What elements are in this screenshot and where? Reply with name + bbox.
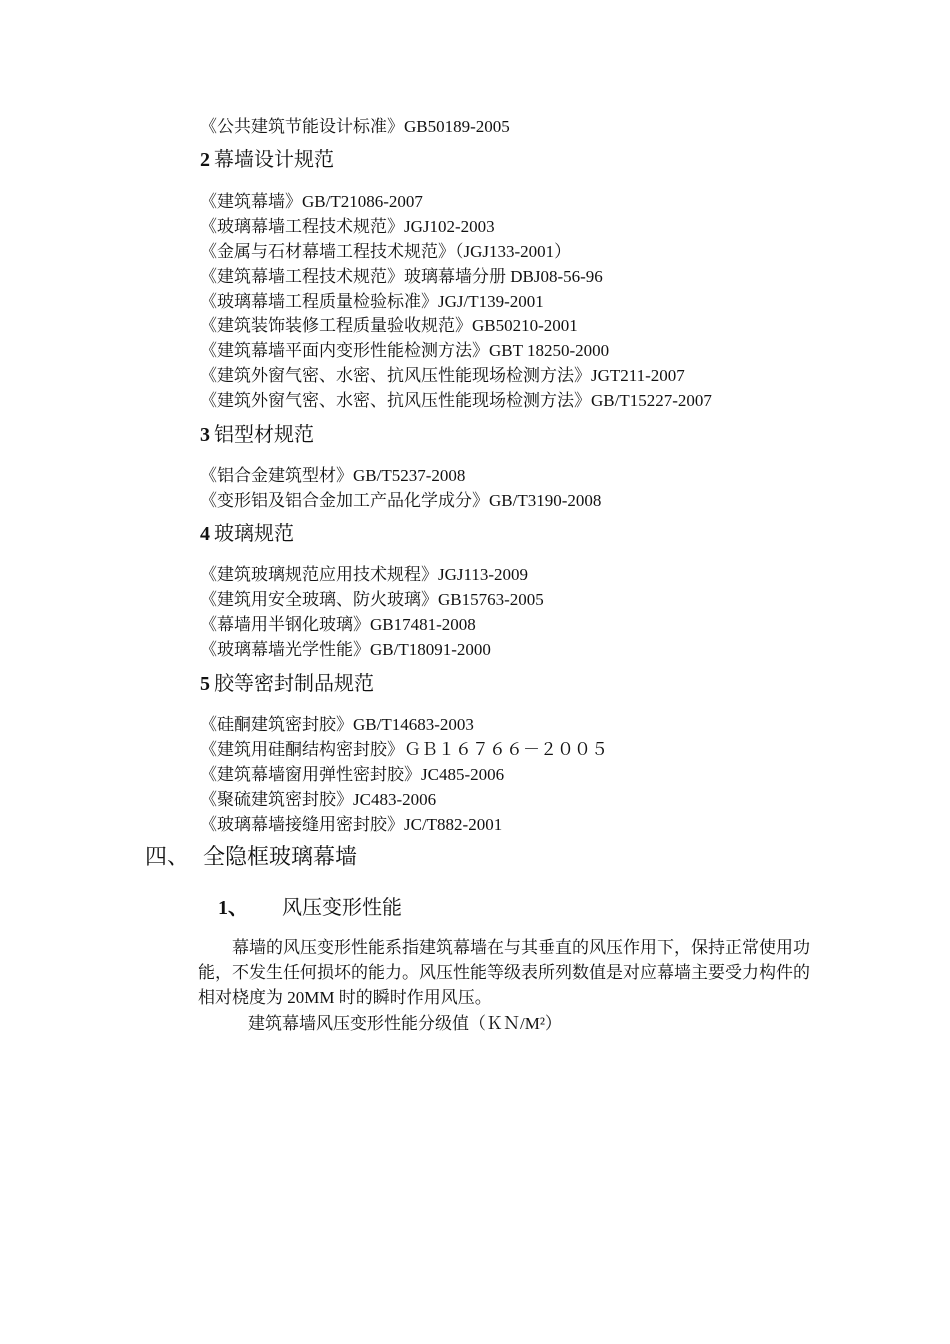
reference-item: 《玻璃幕墙工程质量检验标准》JGJ/T139-2001: [200, 292, 544, 311]
chapter-number: 四、: [145, 844, 190, 869]
reference-item: 《公共建筑节能设计标准》GB50189-2005: [200, 117, 510, 136]
section-heading: [200, 423, 314, 447]
reference-item: 《建筑幕墙窗用弹性密封胶》JC485-2006: [200, 765, 505, 784]
section-number: 4: [200, 523, 210, 545]
section-number: 2: [200, 149, 210, 171]
reference-item: 《硅酮建筑密封胶》GB/T14683-2003: [200, 715, 474, 734]
subsection-title: 风压变形性能: [282, 897, 402, 919]
section-title: 玻璃规范: [214, 523, 294, 545]
subsection-number: 1、: [218, 897, 248, 919]
reference-item: 《金属与石材幕墙工程技术规范》（JGJ133-2001）: [200, 242, 572, 261]
section-heading: [200, 148, 334, 172]
subsection-heading: [218, 896, 402, 920]
reference-item: 《聚硫建筑密封胶》JC483-2006: [200, 790, 437, 809]
section-heading: [200, 672, 374, 696]
reference-item: 《建筑外窗气密、水密、抗风压性能现场检测方法》JGT211-2007: [200, 366, 685, 385]
section-title: 铝型材规范: [214, 424, 314, 446]
chapter-heading: [145, 844, 357, 870]
reference-item: 《建筑用硅酮结构密封胶》ＧＢ１６７６６－２００５: [200, 740, 608, 759]
table-caption: 建筑幕墙风压变形性能分级值（ＫＮ/M²）: [248, 1014, 562, 1033]
reference-item: 《建筑装饰装修工程质量验收规范》GB50210-2001: [200, 316, 578, 335]
section-heading: [200, 522, 294, 546]
section-number: 3: [200, 424, 210, 446]
reference-item: 《建筑外窗气密、水密、抗风压性能现场检测方法》GB/T15227-2007: [200, 391, 712, 410]
section-number: 5: [200, 673, 210, 695]
chapter-title: 全隐框玻璃幕墙: [203, 844, 358, 869]
reference-item: 《建筑用安全玻璃、防火玻璃》GB15763-2005: [200, 590, 544, 609]
reference-item: 《建筑幕墙平面内变形性能检测方法》GBT 18250-2000: [200, 341, 610, 360]
reference-item: 《建筑幕墙工程技术规范》玻璃幕墙分册 DBJ08-56-96: [200, 267, 603, 286]
reference-item: 《幕墙用半钢化玻璃》GB17481-2008: [200, 615, 476, 634]
reference-item: 《建筑玻璃规范应用技术规程》JGJ113-2009: [200, 565, 529, 584]
reference-item: 《玻璃幕墙光学性能》GB/T18091-2000: [200, 640, 491, 659]
reference-item: 《建筑幕墙》GB/T21086-2007: [200, 192, 423, 211]
section-title: 幕墙设计规范: [214, 149, 334, 171]
reference-item: 《玻璃幕墙工程技术规范》JGJ102-2003: [200, 217, 495, 236]
reference-item: 《变形铝及铝合金加工产品化学成分》GB/T3190-2008: [200, 491, 602, 510]
reference-item: 《玻璃幕墙接缝用密封胶》JC/T882-2001: [200, 815, 503, 834]
reference-item: 《铝合金建筑型材》GB/T5237-2008: [200, 466, 466, 485]
section-title: 胶等密封制品规范: [214, 673, 374, 695]
body-paragraph: 幕墙的风压变形性能系指建筑幕墙在与其垂直的风压作用下，保持正常使用功能，不发生任何损坏的能力。风压性能等级表所列数值是对应幕墙主要受力构件的相对桡度为 20MM 时的瞬时作用风压。: [198, 938, 810, 1007]
